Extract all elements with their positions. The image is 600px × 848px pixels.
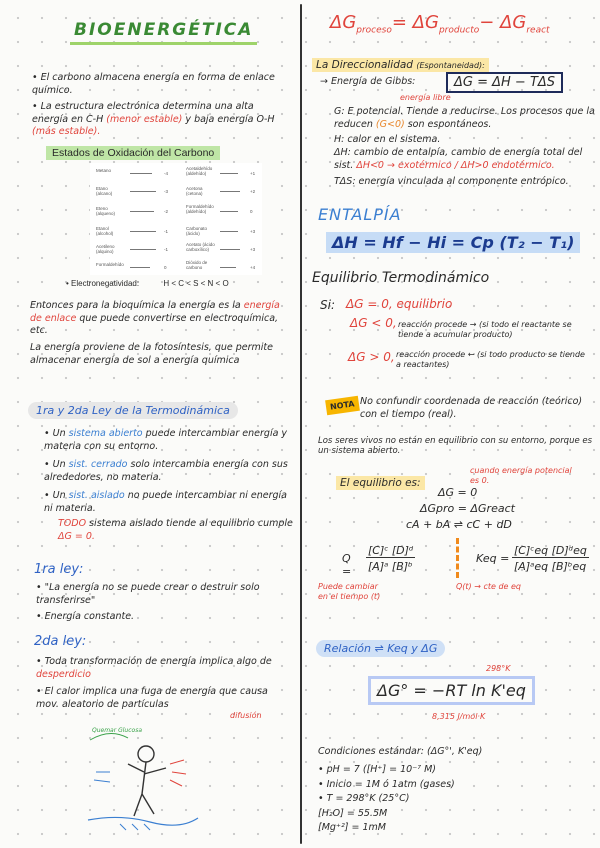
molecule-diagram (220, 229, 238, 233)
table-row: Formaldehído 0 Dióxido de carbono +4 (96, 260, 256, 270)
glucose-sketch: Quemar Glucosa (80, 724, 200, 842)
list-item: [Mg⁺²] = 1mM (318, 822, 386, 833)
direccionalidad-heading: La Direccionalidad (Espontaneidad): (312, 58, 489, 72)
equilibrio-note: cuando energía potencial es 0. (470, 466, 572, 485)
table-row: Acetileno (alquino) -1 Acetato (ácido carboxílico) +3 (96, 242, 256, 254)
second-law-list: • Toda transformación de energía implica algo de desperdicio • El calor implica una fuga de energía que causa mov. aleatorio de partículas (36, 656, 272, 710)
q-note: Puede cambiar en el tiempo (t) (318, 582, 381, 601)
electronegativity-line: • Electronegatividad: H < C < S < N < O (66, 279, 229, 288)
energia-libre-note: energía libre (400, 93, 451, 102)
list-item: [H₂O] = 55.5M (318, 807, 388, 819)
condition-equilibrium: ΔG = 0, equilibrio (346, 297, 453, 311)
thermo-laws-heading: 1ra y 2da Ley de la Termodinámica (28, 402, 238, 419)
keq-note: Q(t) → cte de eq (456, 582, 522, 591)
molecule-diagram (130, 229, 156, 233)
q-keq-separator (456, 538, 459, 578)
ts-definition: TΔS: energía vinculada al componente entrópico. (334, 176, 569, 187)
page-title: BIOENERGÉTICA (70, 20, 257, 45)
molecule-diagram (220, 171, 238, 175)
relacion-heading: Relación ⇌ Keq y ΔG (316, 640, 445, 657)
condition-negative-text: reacción procede → (si todo el reactante se tiende a acumular producto) (398, 320, 572, 339)
intro-text: • El carbono almacena energía en forma de enlace químico. • La estructura electrónica determina una alta energía en C-H (menor estable) y baja energía O-H (más estable). (32, 72, 275, 137)
table-row: Metano -4 Acetaldehído (aldehído) +1 (96, 166, 256, 176)
list-item: • Un sist. cerrado solo intercambia energía con sus alrededores, no materia. (44, 459, 288, 483)
r-constant-note: 8,315 J/mol·K (432, 712, 486, 721)
dh-definition: ΔH: cambio de entalpía, cambio de energía total del sist. ΔH<0 → exotérmico / ΔH>0 endotérmico. (334, 147, 583, 171)
first-law-list: • "La energía no se puede crear o destruir solo transferirse" • Energía constante. (36, 582, 260, 622)
entalpia-equation: ΔH = Hf − Hi = Cp (T₂ − T₁) (326, 232, 580, 253)
molecule-diagram (130, 171, 152, 175)
temperature-note: 298°K (486, 664, 511, 673)
list-item: • T = 298°K (25°C) (318, 793, 410, 804)
molecule-diagram (130, 189, 156, 193)
eq-line-1: ΔG = 0 (438, 486, 478, 499)
list-item: • Inicio = 1M ó 1atm (gases) (318, 778, 455, 790)
molecule-diagram (220, 265, 236, 269)
column-divider (300, 4, 302, 844)
gibbs-label: → Energía de Gibbs: (320, 76, 416, 87)
nota-text: No confundir coordenada de reacción (teórico) con el tiempo (real). (360, 396, 583, 420)
molecule-diagram (220, 189, 240, 193)
equilibrio-es-heading: El equilibrio es: (336, 476, 425, 490)
systems-list (44, 428, 290, 515)
list-item: • Un sistema abierto puede intercambiar energía y materia con su entorno. (44, 428, 288, 452)
eq-line-2: ΔGpro = ΔGreact (420, 502, 515, 515)
eq-line-3: cA + bA ⇌ cC + dD (406, 518, 512, 531)
si-label: Si: (320, 298, 335, 312)
fotosintesis-paragraph: La energía proviene de la fotosíntesis, que permite almacenar energía de sol a energía química (30, 342, 273, 366)
standard-conditions-heading: Condiciones estándar: (ΔG°', K'eq) (318, 746, 483, 757)
relacion-equation-box: ΔG° = −RT ln K'eq (368, 676, 535, 705)
list-item: • pH = 7 ([H⁺] = 10⁻⁷ M) (318, 764, 436, 775)
oxidation-table (90, 163, 262, 275)
todo-line: TODO sistema aislado tiende al equilibrio cumple ΔG = 0. (58, 518, 293, 542)
molecule-diagram (220, 209, 238, 213)
molecule-diagram (130, 209, 154, 213)
gibbs-header-equation: $\Delta G_{proceso}= \Delta G_{producto}- \Delta G_{react}$ (330, 12, 550, 36)
oxidation-heading: Estados de Oxidación del Carbono (46, 146, 220, 160)
entalpia-heading: ENTALPÍA (318, 205, 402, 224)
molecule-diagram (130, 265, 150, 269)
h-definition: H: calor en el sistema. (334, 134, 441, 145)
table-row: Eteno (alqueno) -2 Formaldehído (aldehído) 0 (96, 204, 253, 216)
table-row: Etano (alcano) -3 Acetona (cetona) +2 (96, 186, 256, 196)
first-law-heading: 1ra ley: (34, 562, 84, 577)
nota-tag: NOTA (325, 396, 359, 415)
g-definition: G: E potencial. Tiende a reducirse. Los procesos que la reducen (G<0) son espontáneos. (334, 106, 595, 130)
bioquimica-paragraph: Entonces para la bioquímica la energía es la energía de enlace que puede convertirse en electroquímica, etc. (30, 300, 280, 336)
molecule-diagram (130, 247, 156, 251)
seres-vivos-text: Los seres vivos no están en equilibrio con su entorno, porque es un sistema abierto. (318, 436, 593, 456)
condition-positive-text: reacción procede ← (si todo producto se tiende a reactantes) (396, 350, 585, 369)
difusion-note: difusión (230, 711, 262, 720)
condition-positive: ΔG > 0, (348, 350, 395, 364)
condition-negative: ΔG < 0, (350, 316, 397, 330)
standard-conditions-list (318, 764, 518, 835)
gibbs-equation-box: ΔG = ΔH − TΔS (446, 72, 563, 93)
molecule-diagram (220, 247, 240, 251)
list-item: • Un sist. aislado no puede intercambiar ni energía ni materia. (44, 490, 287, 514)
table-row: Etanol (alcohol) -1 Carbonato (ácido) +3 (96, 226, 256, 236)
stick-figure-drawing (80, 724, 200, 842)
second-law-heading: 2da ley: (34, 634, 87, 649)
equilibrio-heading: Equilibrio Termodinámico (312, 270, 490, 286)
